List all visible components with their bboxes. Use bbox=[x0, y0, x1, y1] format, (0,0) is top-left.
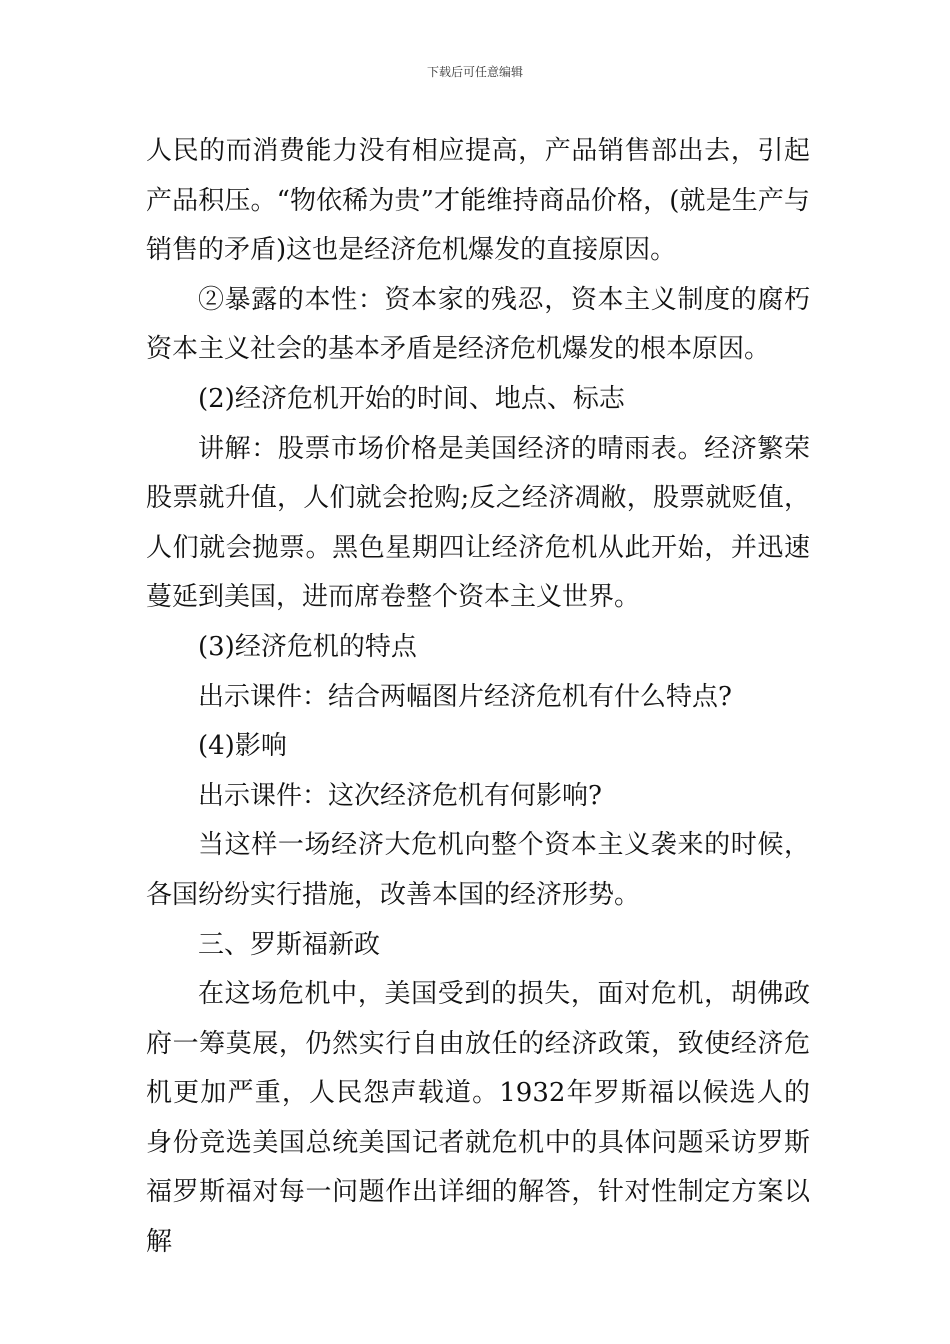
paragraph: (4)影响 bbox=[198, 731, 287, 762]
paragraph: 讲解：股票市场价格是美国经济的晴雨表。经济繁荣股票就升值，人们就会抢购;反之经济凋敝，股票就贬值，人们就会抛票。黑色星期四让经济危机从此开始，并迅速蔓延到美国，进而席卷整个资本主义世界。 bbox=[146, 433, 810, 613]
paragraph: 当这样一场经济大危机向整个资本主义袭来的时候，各国纷纷实行措施，改善本国的经济形势。 bbox=[146, 830, 810, 910]
page-header: 下载后可任意编辑 bbox=[426, 65, 523, 79]
paragraph: (3)经济危机的特点 bbox=[198, 631, 417, 662]
document-body bbox=[146, 127, 810, 1268]
paragraph: 出示课件：结合两幅图片经济危机有什么特点? bbox=[198, 681, 732, 712]
paragraph: 在这场危机中，美国受到的损失，面对危机，胡佛政府一筹莫展，仍然实行自由放任的经济政策，致使经济危机更加严重，人民怨声载道。1932年罗斯福以候选人的身份竞选美国总统美国记者就危机中的具体问题采访罗斯福罗斯福对每一问题作出详细的解答，针对性制定方案以解 bbox=[146, 979, 810, 1258]
paragraph: 出示课件：这次经济危机有何影响? bbox=[198, 780, 602, 811]
paragraph: 人民的而消费能力没有相应提高，产品销售部出去，引起产品积压。“物依稀为贵”才能维持商品价格，(就是生产与销售的矛盾)这也是经济危机爆发的直接原因。 bbox=[146, 136, 810, 266]
paragraph: ②暴露的本性：资本家的残忍，资本主义制度的腐朽资本主义社会的基本矛盾是经济危机爆发的根本原因。 bbox=[146, 284, 810, 365]
section-heading: 三、罗斯福新政 bbox=[198, 929, 381, 960]
paragraph: (2)经济危机开始的时间、地点、标志 bbox=[198, 383, 625, 414]
